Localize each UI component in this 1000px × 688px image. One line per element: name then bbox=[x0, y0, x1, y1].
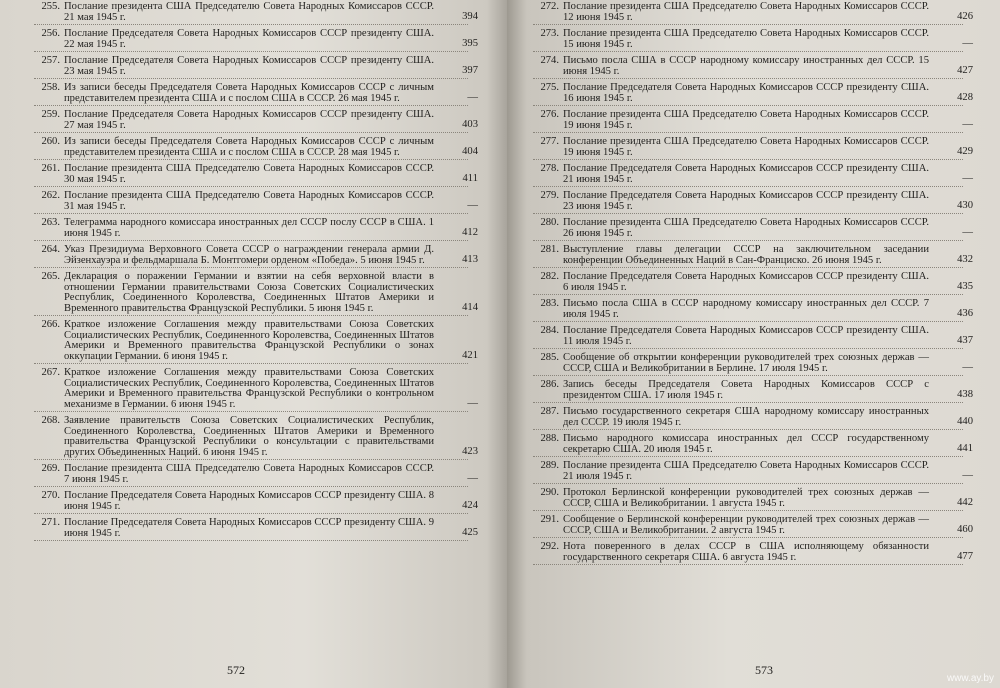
entry-title: Послание президента США Председателю Совета Народных Комиссаров СССР. 31 мая 1945 г. bbox=[64, 190, 434, 212]
entry-title: Послание Председателя Совета Народных Комиссаров СССР президенту США. 11 июля 1945 г. bbox=[563, 325, 929, 347]
entry-title: Послание Председателя Совета Народных Комиссаров СССР президенту США. 6 июля 1945 г. bbox=[563, 271, 929, 293]
toc-entry bbox=[34, 1, 478, 25]
entry-title: Послание президента США Председателю Совета Народных Комиссаров СССР. 26 июня 1945 г. bbox=[563, 217, 929, 239]
toc-entry bbox=[34, 271, 478, 316]
entry-title: Указ Президиума Верховного Совета СССР о награждении генерала армии Д. Эйзенхауэра и фельдмаршала Б. Монтгомери орденом «Победа». 5 июня 1945 г. bbox=[64, 244, 434, 266]
entry-number: 262. bbox=[41, 190, 60, 201]
toc-entry bbox=[34, 136, 478, 160]
toc-entry bbox=[34, 319, 478, 364]
entry-title: Послание президента США Председателю Совета Народных Комиссаров СССР. 19 июня 1945 г. bbox=[563, 136, 929, 158]
entry-title: Послание Председателя Совета Народных Комиссаров СССР президенту США. 8 июня 1945 г. bbox=[64, 490, 434, 512]
watermark: www.ay.by bbox=[946, 673, 994, 684]
toc-entry bbox=[533, 487, 973, 511]
toc-entry bbox=[533, 460, 973, 484]
toc-entry bbox=[34, 55, 478, 79]
toc-entry bbox=[533, 109, 973, 133]
entry-page: — bbox=[467, 199, 478, 211]
entry-number: 260. bbox=[41, 136, 60, 147]
entry-title: Послание президента США Председателю Совета Народных Комиссаров СССР. 21 мая 1945 г. bbox=[64, 1, 434, 23]
toc-entry bbox=[34, 217, 478, 241]
entry-page: 441 bbox=[957, 442, 973, 454]
toc-entry bbox=[533, 352, 973, 376]
entry-number: 264. bbox=[41, 244, 60, 255]
toc-entry bbox=[533, 190, 973, 214]
entry-title: Из записи беседы Председателя Совета Народных Комиссаров СССР с личным представителем президента США и с послом США в СССР. 26 мая 1945 г. bbox=[64, 82, 434, 104]
entry-page: 477 bbox=[957, 550, 973, 562]
entry-number: 257. bbox=[41, 55, 60, 66]
toc-entry bbox=[533, 163, 973, 187]
entry-number: 270. bbox=[41, 490, 60, 501]
toc-entry bbox=[533, 379, 973, 403]
entry-page: 427 bbox=[957, 64, 973, 76]
entry-title: Декларация о поражении Германии и взятии на себя верховной власти в отношении Германии правительствами Союза Советских Социалистических Республик, Соединенного Королевства, Соединенных Штатов Америки и Временного правительства Французской Республики. 5 июня 1945 г. bbox=[64, 271, 434, 314]
entry-title: Письмо посла США в СССР народному комиссару иностранных дел СССР. 15 июня 1945 г. bbox=[563, 55, 929, 77]
entry-number: 258. bbox=[41, 82, 60, 93]
entry-page: 438 bbox=[957, 388, 973, 400]
entry-page: — bbox=[467, 91, 478, 103]
entry-number: 265. bbox=[41, 271, 60, 282]
entry-title: Краткое изложение Соглашения между правительствами Союза Советских Социалистических Республик, Соединенного Королевства, Соединенных Штатов Америки и Временного правительства Французской Республики о зонах оккупации Германии. 6 июня 1945 г. bbox=[64, 319, 434, 362]
toc-entry bbox=[533, 1, 973, 25]
entry-number: 280. bbox=[540, 217, 559, 228]
left-page-number: 572 bbox=[227, 663, 245, 677]
entry-title: Сообщение об открытии конференции руководителей трех союзных держав — СССР, США и Великобритании в Берлине. 17 июля 1945 г. bbox=[563, 352, 929, 374]
entry-number: 266. bbox=[41, 319, 60, 330]
right-entries-list bbox=[533, 1, 973, 569]
entry-page: 404 bbox=[462, 145, 478, 157]
entry-number: 269. bbox=[41, 463, 60, 474]
toc-entry bbox=[34, 109, 478, 133]
entry-number: 290. bbox=[540, 487, 559, 498]
entry-number: 274. bbox=[540, 55, 559, 66]
entry-page: 429 bbox=[957, 145, 973, 157]
entry-title: Послание президента США Председателю Совета Народных Комиссаров СССР. 19 июня 1945 г. bbox=[563, 109, 929, 131]
entry-title: Нота поверенного в делах СССР в США исполняющему обязанности государственного секретаря США. 6 августа 1945 г. bbox=[563, 541, 929, 563]
entry-title: Послание президента США Председателю Совета Народных Комиссаров СССР. 15 июня 1945 г. bbox=[563, 28, 929, 50]
entry-number: 285. bbox=[540, 352, 559, 363]
entry-title: Послание президента США Председателю Совета Народных Комиссаров СССР. 21 июля 1945 г. bbox=[563, 460, 929, 482]
entry-page: 428 bbox=[957, 91, 973, 103]
toc-entry bbox=[34, 517, 478, 541]
toc-entry bbox=[34, 367, 478, 412]
toc-entry bbox=[533, 28, 973, 52]
toc-entry bbox=[34, 244, 478, 268]
toc-entry bbox=[533, 271, 973, 295]
entry-number: 279. bbox=[540, 190, 559, 201]
toc-entry bbox=[533, 514, 973, 538]
entry-number: 263. bbox=[41, 217, 60, 228]
entry-page: 442 bbox=[957, 496, 973, 508]
toc-entry bbox=[34, 490, 478, 514]
entry-number: 256. bbox=[41, 28, 60, 39]
entry-page: 421 bbox=[462, 349, 478, 361]
entry-number: 272. bbox=[540, 1, 559, 12]
entry-page: 395 bbox=[462, 37, 478, 49]
toc-entry bbox=[34, 82, 478, 106]
toc-entry bbox=[533, 298, 973, 322]
entry-page: 430 bbox=[957, 199, 973, 211]
entry-title: Протокол Берлинской конференции руководителей трех союзных держав — СССР, США и Великобритании. 1 августа 1945 г. bbox=[563, 487, 929, 509]
entry-number: 287. bbox=[540, 406, 559, 417]
toc-entry bbox=[533, 55, 973, 79]
entry-number: 292. bbox=[540, 541, 559, 552]
entry-page: 412 bbox=[462, 226, 478, 238]
entry-title: Сообщение о Берлинской конференции руководителей трех союзных держав — СССР, США и Великобритании. 2 августа 1945 г. bbox=[563, 514, 929, 536]
entry-page: 403 bbox=[462, 118, 478, 130]
entry-number: 273. bbox=[540, 28, 559, 39]
entry-title: Послание Председателя Совета Народных Комиссаров СССР президенту США. 27 мая 1945 г. bbox=[64, 109, 434, 131]
entry-page: 411 bbox=[462, 172, 478, 184]
entry-page: 432 bbox=[957, 253, 973, 265]
toc-entry bbox=[34, 163, 478, 187]
entry-number: 277. bbox=[540, 136, 559, 147]
entry-title: Послание Председателя Совета Народных Комиссаров СССР президенту США. 21 июня 1945 г. bbox=[563, 163, 929, 185]
toc-entry bbox=[34, 190, 478, 214]
entry-title: Послание Председателя Совета Народных Комиссаров СССР президенту США. 22 мая 1945 г. bbox=[64, 28, 434, 50]
entry-title: Послание президента США Председателю Совета Народных Комиссаров СССР. 30 мая 1945 г. bbox=[64, 163, 434, 185]
entry-number: 271. bbox=[41, 517, 60, 528]
entry-title: Письмо посла США в СССР народному комиссару иностранных дел СССР. 7 июля 1945 г. bbox=[563, 298, 929, 320]
entry-page: 397 bbox=[462, 64, 478, 76]
entry-number: 268. bbox=[41, 415, 60, 426]
entry-number: 283. bbox=[540, 298, 559, 309]
toc-entry bbox=[533, 541, 973, 565]
toc-entry bbox=[533, 406, 973, 430]
entry-page: — bbox=[962, 37, 973, 49]
entry-number: 255. bbox=[41, 1, 60, 12]
entry-page: 414 bbox=[462, 301, 478, 313]
entry-page: 425 bbox=[462, 526, 478, 538]
entry-page: 460 bbox=[957, 523, 973, 535]
entry-title: Заявление правительств Союза Советских Социалистических Республик, Соединенного Королевства, Соединенных Штатов Америки и Временного правительства Французской Республики о консультации с правительствами других Объединенных Наций. 6 июня 1945 г. bbox=[64, 415, 434, 458]
entry-page: 436 bbox=[957, 307, 973, 319]
entry-page: 426 bbox=[957, 10, 973, 22]
entry-title: Письмо народного комиссара иностранных дел СССР государственному секретарю США. 20 июля 1945 г. bbox=[563, 433, 929, 455]
entry-number: 289. bbox=[540, 460, 559, 471]
entry-number: 276. bbox=[540, 109, 559, 120]
entry-page: 437 bbox=[957, 334, 973, 346]
left-entries-list bbox=[34, 1, 478, 545]
toc-entry bbox=[533, 217, 973, 241]
entry-number: 278. bbox=[540, 163, 559, 174]
entry-page: 394 bbox=[462, 10, 478, 22]
toc-entry bbox=[34, 463, 478, 487]
toc-entry bbox=[533, 82, 973, 106]
toc-entry bbox=[34, 415, 478, 460]
right-page bbox=[507, 0, 1000, 688]
entry-number: 291. bbox=[540, 514, 559, 525]
entry-title: Послание Председателя Совета Народных Комиссаров СССР президенту США. 16 июня 1945 г. bbox=[563, 82, 929, 104]
entry-number: 288. bbox=[540, 433, 559, 444]
entry-number: 275. bbox=[540, 82, 559, 93]
entry-page: — bbox=[467, 397, 478, 409]
entry-page: — bbox=[962, 469, 973, 481]
entry-title: Послание президента США Председателю Совета Народных Комиссаров СССР. 7 июня 1945 г. bbox=[64, 463, 434, 485]
entry-title: Запись беседы Председателя Совета Народных Комиссаров СССР с президентом США. 17 июля 1945 г. bbox=[563, 379, 929, 401]
entry-number: 284. bbox=[540, 325, 559, 336]
entry-title: Выступление главы делегации СССР на заключительном заседании конференции Объединенных Наций в Сан-Франциско. 26 июня 1945 г. bbox=[563, 244, 929, 266]
entry-page: 435 bbox=[957, 280, 973, 292]
right-page-number: 573 bbox=[755, 663, 773, 677]
entry-number: 267. bbox=[41, 367, 60, 378]
entry-page: 413 bbox=[462, 253, 478, 265]
entry-title: Послание Председателя Совета Народных Комиссаров СССР президенту США. 23 июня 1945 г. bbox=[563, 190, 929, 212]
entry-number: 259. bbox=[41, 109, 60, 120]
entry-title: Письмо государственного секретаря США народному комиссару иностранных дел СССР. 19 июля 1945 г. bbox=[563, 406, 929, 428]
entry-page: — bbox=[962, 172, 973, 184]
entry-page: 423 bbox=[462, 445, 478, 457]
entry-page: — bbox=[962, 118, 973, 130]
entry-title: Из записи беседы Председателя Совета Народных Комиссаров СССР с личным представителем президента США и с послом США в СССР. 28 мая 1945 г. bbox=[64, 136, 434, 158]
toc-entry bbox=[533, 136, 973, 160]
entry-number: 281. bbox=[540, 244, 559, 255]
entry-page: — bbox=[962, 226, 973, 238]
toc-entry bbox=[533, 433, 973, 457]
entry-number: 286. bbox=[540, 379, 559, 390]
entry-title: Послание Председателя Совета Народных Комиссаров СССР президенту США. 23 мая 1945 г. bbox=[64, 55, 434, 77]
entry-page: — bbox=[467, 472, 478, 484]
entry-page: 440 bbox=[957, 415, 973, 427]
entry-title: Послание Председателя Совета Народных Комиссаров СССР президенту США. 9 июня 1945 г. bbox=[64, 517, 434, 539]
entry-number: 282. bbox=[540, 271, 559, 282]
entry-page: 424 bbox=[462, 499, 478, 511]
toc-entry bbox=[533, 325, 973, 349]
toc-entry bbox=[533, 244, 973, 268]
entry-title: Послание президента США Председателю Совета Народных Комиссаров СССР. 12 июня 1945 г. bbox=[563, 1, 929, 23]
entry-title: Краткое изложение Соглашения между правительствами Союза Советских Социалистических Республик, Соединенного Королевства, Соединенных Штатов Америки и Временного правительства Французской Республики о контрольном механизме в Германии. 6 июня 1945 г. bbox=[64, 367, 434, 410]
toc-entry bbox=[34, 28, 478, 52]
entry-page: — bbox=[962, 361, 973, 373]
entry-number: 261. bbox=[41, 163, 60, 174]
entry-title: Телеграмма народного комиссара иностранных дел СССР послу СССР в США. 1 июня 1945 г. bbox=[64, 217, 434, 239]
